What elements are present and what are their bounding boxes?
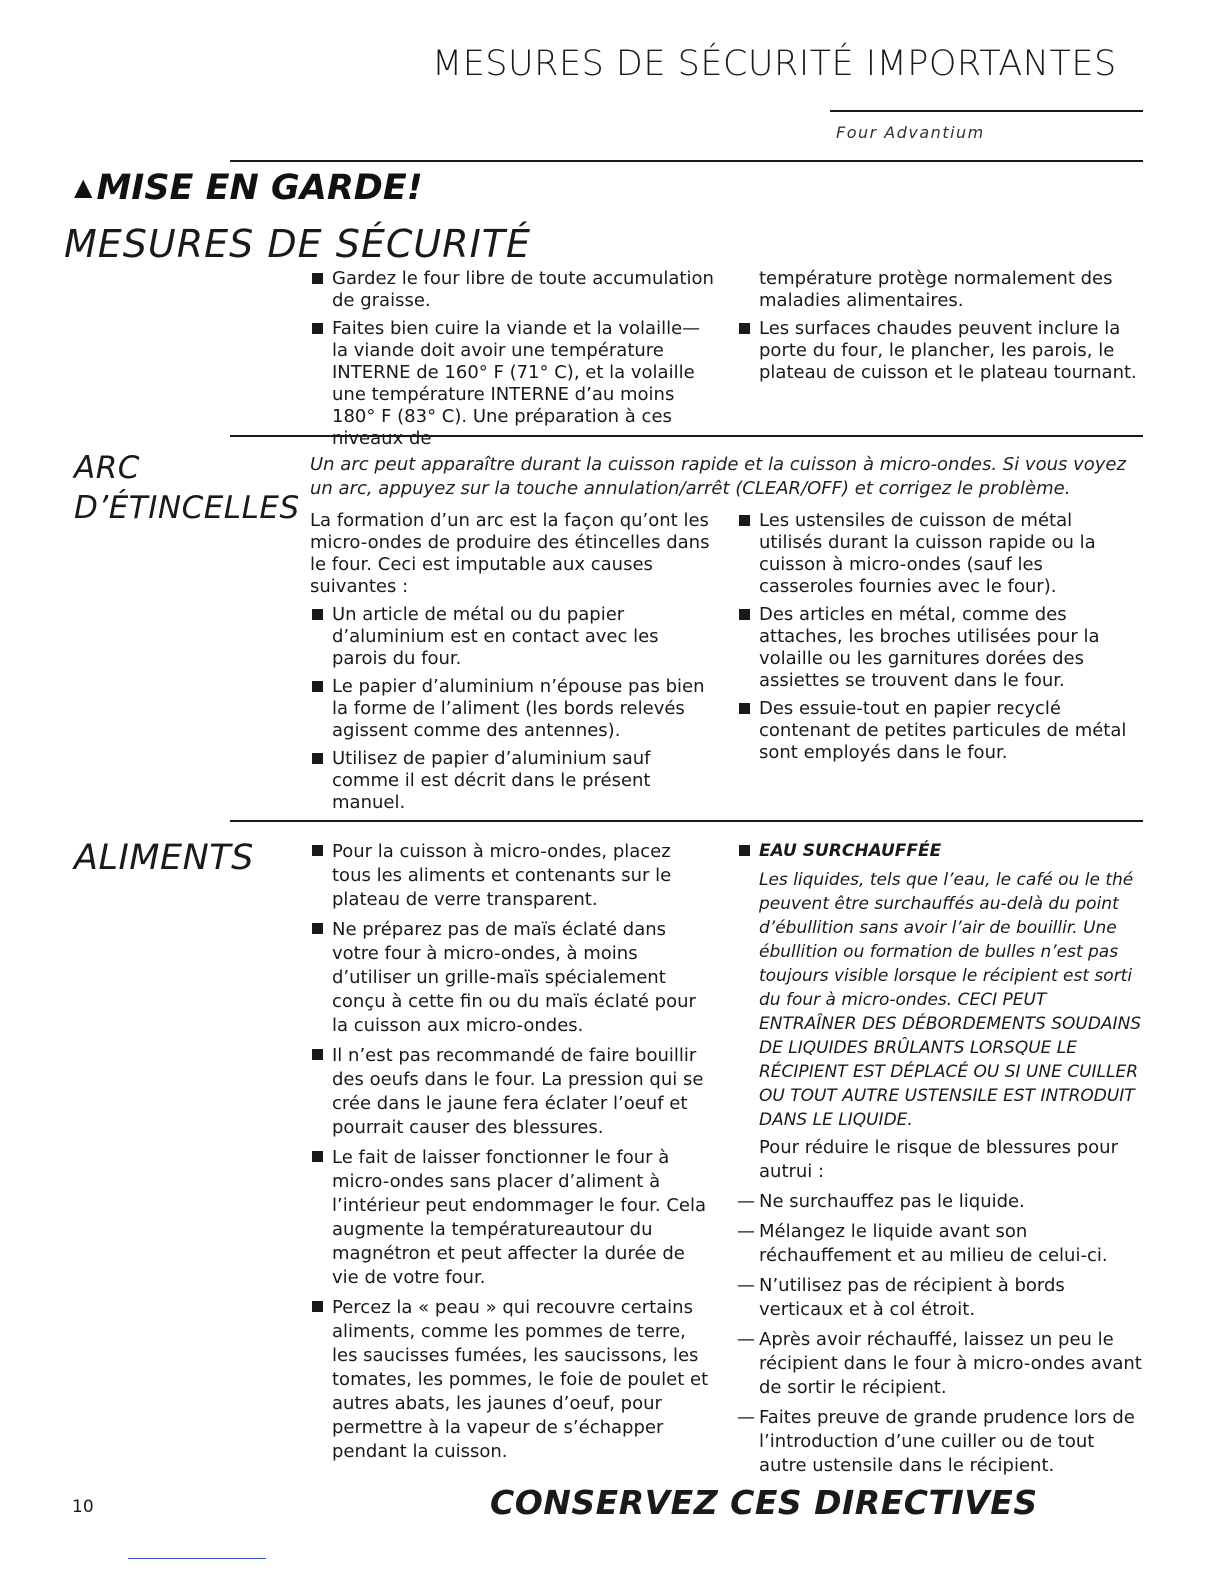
list-item: Des essuie-tout en papier recyclé contenant de petites particules de métal sont employés dans le four. [737,698,1137,764]
list-item: — Après avoir réchauffé, laissez un peu le récipient dans le four à micro-ondes avant de sortir le récipient. [737,1329,1142,1398]
page-subtitle: Four Advantium [836,123,985,142]
list-item: Gardez le four libre de toute accumulation de graisse. [310,268,715,312]
risk-intro: Pour réduire le risque de blessures pour autrui : [759,1137,1118,1182]
list-item: Utilisez de papier d’aluminium sauf comme il est décrit dans le présent manuel. [310,748,715,814]
list-item: — Faites preuve de grande prudence lors de l’introduction d’une cuiller ou de tout autre ustensile dans le récipient. [737,1407,1135,1476]
list-item: Les surfaces chaudes peuvent inclure la porte du four, le plancher, les parois, le plateau de cuisson et le plateau tournant. [737,318,1137,384]
eau-text: Les liquides, tels que l’eau, le café ou le thé peuvent être surchauffés au-delà du point d’ébullition sans avoir l’air de bouillir. Une ébullition ou formation de bulles n’est pas toujours visible lorsque le récipient est sorti du four à micro-ondes. CECI PEUT ENTRAÎNER DES DÉBORDEMENTS SOUDAINS DE LIQUIDES BRÛLANTS LORSQUE LE RÉCIPIENT EST DÉPLACÉ OU SI UNE CUILLER OU TOUT AUTRE USTENSILE EST INTRODUIT DANS LE LIQUIDE. [759,870,1142,1130]
securite-right-column [737,268,1137,390]
list-item: — Ne surchauffez pas le liquide. [737,1191,1025,1212]
bullet-icon [312,845,323,856]
list-item: Ne préparez pas de maïs éclaté dans votre four à micro-ondes, à moins d’utiliser un grille-maïs spécialement conçu à cette fin ou du maïs éclaté pour la cuisson aux micro-ondes. [310,918,715,1038]
arc-left-column [310,510,715,820]
header-rule-short [830,110,1143,112]
bullet-icon [312,273,323,284]
bullet-icon [312,923,323,934]
arc-heading: ARC D’ÉTINCELLES [74,450,300,526]
arc-right-column [737,510,1137,770]
section-divider [230,435,1143,437]
list-item: — N’utilisez pas de récipient à bords verticaux et à col étroit. [737,1275,1065,1320]
bullet-icon [312,1151,323,1162]
list-item: Percez la « peau » qui recouvre certains aliments, comme les pommes de terre, les saucisses fumées, les saucissons, les tomates, les pommes, le foie de poulet et autres abats, les jaunes d’oeuf, pour permettre à la vapeur de s’échapper pendant la cuisson. [310,1296,715,1464]
footer-title: CONSERVEZ CES DIRECTIVES [490,1483,1038,1522]
list-item: Des articles en métal, comme des attaches, les broches utilisées pour la volaille ou les garnitures dorées des assiettes se trouvent dans le four. [737,604,1137,692]
eau-heading: EAU SURCHAUFFÉE [759,841,942,861]
securite-left-column [310,268,715,456]
bottom-divider [128,1558,266,1559]
arc-lead: Un arc peut apparaître durant la cuisson rapide et la cuisson à micro-ondes. Si vous voyez un arc, appuyez sur la touche annulation/arrêt (CLEAR/OFF) et corrigez le problème. [310,454,1126,499]
aliments-heading: ALIMENTS [74,838,254,878]
list-item: Un article de métal ou du papier d’aluminium est en contact avec les parois du four. [310,604,715,670]
page-number: 10 [72,1497,94,1517]
section-divider [230,820,1143,822]
bullet-icon [312,609,323,620]
warning-triangle-icon: ▲ [74,173,93,201]
list-item: Le papier d’aluminium n’épouse pas bien la forme de l’aliment (les bords relevés agissent comme des antennes). [310,676,715,742]
aliments-right-column [737,840,1142,1484]
aliments-left-column [310,840,715,1470]
warning-title-text: MISE EN GARDE! [96,168,423,208]
bullet-icon [739,323,750,334]
bullet-icon [739,515,750,526]
securite-heading: MESURES DE SÉCURITÉ [64,222,532,266]
arc-intro: La formation d’un arc est la façon qu’ont les micro-ondes de produire des étincelles dans le four. Ceci est imputable aux causes suivantes : [310,510,710,597]
bullet-icon [312,1049,323,1060]
bullet-icon [312,681,323,692]
page-title: MESURES DE SÉCURITÉ IMPORTANTES [432,44,1117,84]
list-item: — Mélangez le liquide avant son réchauffement et au milieu de celui-ci. [737,1221,1108,1266]
warning-title [74,168,423,208]
list-item: Le fait de laisser fonctionner le four à micro-ondes sans placer d’aliment à l’intérieur peut endommager le four. Cela augmente la températureautour du magnétron et peut affecter la durée de vie de votre four. [310,1146,715,1290]
bullet-icon [312,1301,323,1312]
bullet-icon [739,845,750,856]
bullet-icon [739,609,750,620]
list-item: Il n’est pas recommandé de faire bouillir des oeufs dans le four. La pression qui se crée dans le jaune fera éclater l’oeuf et pourrait causer des blessures. [310,1044,715,1140]
continuation-text: température protège normalement des maladies alimentaires. [759,268,1113,311]
bullet-icon [312,753,323,764]
bullet-icon [739,703,750,714]
list-item: Faites bien cuire la viande et la volaille—la viande doit avoir une température INTERNE de 160° F (71° C), et la volaille une température INTERNE d’au moins 180° F (83° C). Une préparation à ces niveaux de [310,318,715,450]
header-rule-long [230,160,1143,162]
bullet-icon [312,323,323,334]
list-item: Pour la cuisson à micro-ondes, placez tous les aliments et contenants sur le plateau de verre transparent. [310,840,715,912]
list-item: Les ustensiles de cuisson de métal utilisés durant la cuisson rapide ou la cuisson à micro-ondes (sauf les casseroles fournies avec le four). [737,510,1137,598]
list-item [737,840,1142,862]
